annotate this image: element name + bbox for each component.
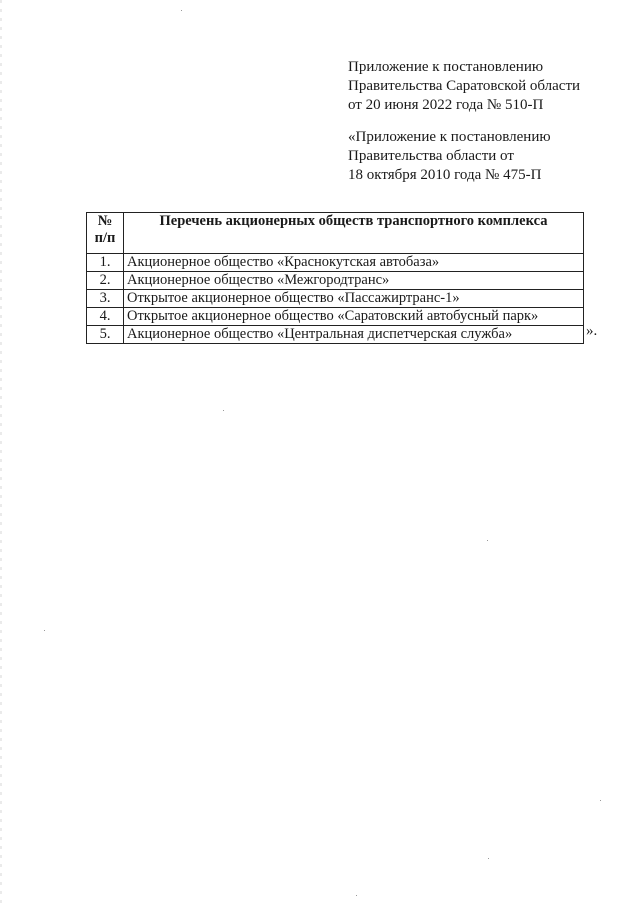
scan-speck (356, 895, 357, 896)
row-company-name: Открытое акционерное общество «Пассажиртранс-1» (124, 290, 584, 308)
header-number: № п/п (87, 213, 124, 254)
table-row (87, 272, 584, 290)
table-row (87, 326, 584, 344)
appendix-header-current (348, 58, 608, 115)
appendix-line: Приложение к постановлению (348, 59, 544, 75)
scan-speck (223, 410, 224, 411)
row-number: 3. (87, 290, 124, 308)
table-row (87, 290, 584, 308)
scan-speck (181, 10, 182, 11)
appendix-line: Правительства Саратовской области (348, 78, 581, 94)
scan-speck (44, 630, 45, 631)
scan-speck (600, 800, 601, 801)
appendix-header-original (348, 128, 608, 185)
row-company-name: Акционерное общество «Межгородтранс» (124, 272, 584, 290)
row-number: 4. (87, 308, 124, 326)
appendix-line: 18 октября 2010 года № 475-П (348, 167, 542, 183)
appendix-line: «Приложение к постановлению (348, 129, 551, 145)
row-company-name: Открытое акционерное общество «Саратовский автобусный парк» (124, 308, 584, 326)
scan-speck (487, 540, 488, 541)
closing-quote-mark: ». (586, 323, 598, 339)
scan-margin (0, 0, 2, 905)
scan-speck (488, 858, 489, 859)
row-company-name: Акционерное общество «Центральная диспетчерская служба» (124, 326, 584, 344)
row-number: 1. (87, 254, 124, 272)
header-list-title: Перечень акционерных обществ транспортного комплекса (124, 213, 584, 254)
table-header-row (87, 213, 584, 254)
appendix-line: Правительства области от (348, 148, 514, 164)
table-row (87, 254, 584, 272)
row-number: 5. (87, 326, 124, 344)
row-company-name: Акционерное общество «Краснокутская автобаза» (124, 254, 584, 272)
appendix-line: от 20 июня 2022 года № 510-П (348, 97, 544, 113)
companies-table (86, 212, 584, 344)
table-row (87, 308, 584, 326)
row-number: 2. (87, 272, 124, 290)
